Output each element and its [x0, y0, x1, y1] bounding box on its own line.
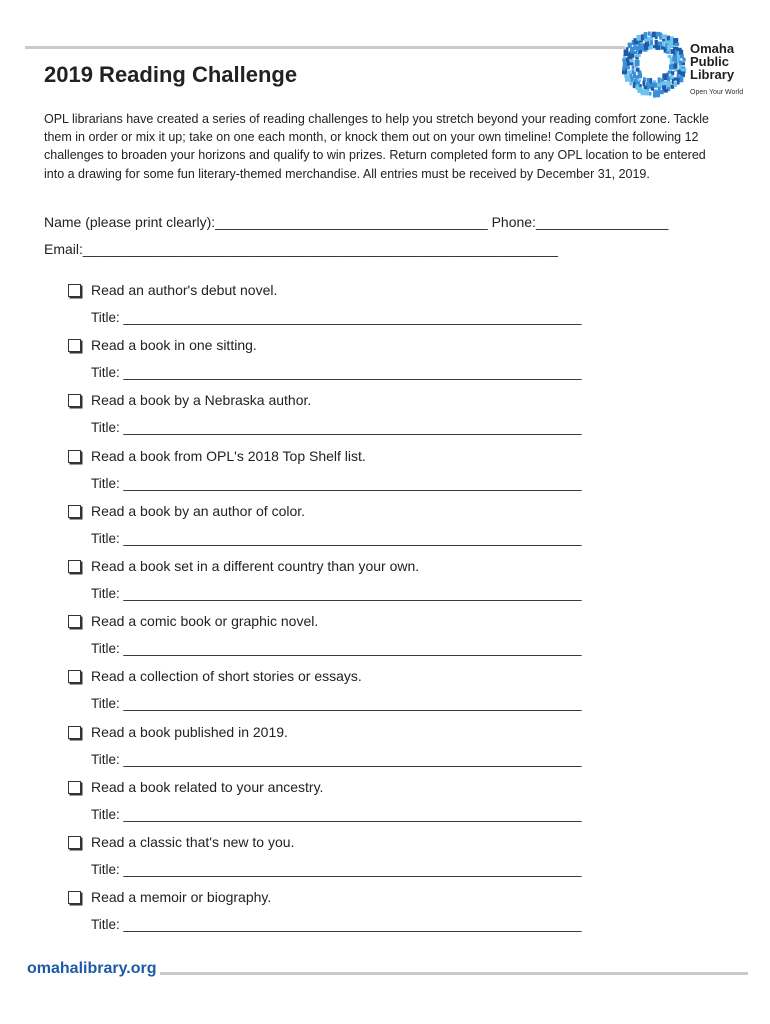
logo-pixel [641, 34, 644, 40]
checkbox[interactable] [68, 781, 81, 794]
logo-pixel [623, 62, 627, 68]
checkbox[interactable] [68, 505, 81, 518]
title-field[interactable]: Title: _____________________________________________________________ [91, 530, 582, 546]
logo-pixel [658, 41, 662, 45]
checkbox[interactable] [68, 670, 81, 683]
logo-pixel [662, 34, 667, 39]
title-field[interactable]: Title: _____________________________________________________________ [91, 310, 582, 325]
challenge-label: Read an author's debut novel. [91, 282, 278, 298]
bottom-divider [160, 972, 748, 975]
logo-pixel [671, 71, 674, 75]
checkbox[interactable] [68, 284, 81, 297]
intro-paragraph: OPL librarians have created a series of reading challenges to help you stretch beyond your reading comfort zone. Tackle them in order or mix it up; take on one each month, or knock them out on your own timeline! Complete the following 12 challenges to broaden your horizons and qualify to win prizes. Return completed form to any OPL location to be entered into a drawing for some fun literary-themed merchandise. All entries must be received by December 31, 2019. [44, 112, 709, 181]
challenge-label: Read a book published in 2019. [91, 723, 288, 740]
logo-pixel [647, 78, 650, 83]
logo-pixel [682, 62, 685, 65]
title-field[interactable]: Title: _____________________________________________________________ [91, 420, 582, 436]
title-field[interactable]: Title: _____________________________________________________________ [91, 751, 582, 767]
name-phone-field[interactable]: Name (please print clearly):___________________________________ Phone:_________________ [44, 214, 669, 230]
page-title: 2019 Reading Challenge [44, 62, 298, 87]
logo-pixel [655, 40, 658, 45]
logo-pixel [680, 54, 684, 58]
challenge-label: Read a book by an author of color. [91, 502, 306, 519]
checkbox[interactable] [68, 891, 81, 904]
logo-pixel [631, 70, 634, 74]
logo-name-line: Omaha [690, 41, 735, 56]
library-logo [620, 30, 760, 100]
title-field[interactable]: Title: _____________________________________________________________ [91, 641, 582, 657]
logo-pixel [677, 78, 680, 85]
checkbox[interactable] [68, 339, 81, 352]
checkbox[interactable] [68, 615, 81, 628]
logo-pixel [682, 58, 685, 62]
logo-pixel [645, 90, 650, 96]
logo-pixel [626, 70, 631, 74]
checkbox[interactable] [68, 450, 81, 463]
challenge-label: Read a classic that's new to you. [91, 833, 295, 850]
logo-pixel [629, 82, 632, 86]
challenge-label: Read a comic book or graphic novel. [91, 613, 319, 630]
challenge-label: Read a collection of short stories or essays. [91, 668, 362, 685]
top-divider [25, 46, 625, 49]
title-field[interactable]: Title: _____________________________________________________________ [91, 917, 582, 933]
logo-pixel [653, 91, 656, 98]
logo-pixel [632, 66, 635, 70]
logo-ring-icon [620, 30, 688, 98]
logo-pixel [652, 32, 657, 38]
logo-pixel [636, 35, 641, 41]
logo-pixel [669, 64, 674, 69]
logo-pixel [635, 60, 640, 66]
logo-pixel [628, 43, 632, 49]
logo-pixel [636, 84, 639, 90]
title-field[interactable]: Title: _____________________________________________________________ [91, 475, 582, 491]
logo-pixel [674, 82, 678, 87]
logo-pixel [662, 42, 665, 47]
logo-tagline: Open Your World [690, 89, 744, 96]
logo-pixel [633, 82, 636, 88]
logo-pixel [651, 87, 654, 90]
challenge-label: Read a book related to your ancestry. [91, 778, 324, 795]
logo-pixel [679, 50, 683, 55]
logo-wordmark [690, 42, 750, 81]
footer-website-link[interactable]: omahalibrary.org [27, 960, 157, 977]
logo-name-line: Public [690, 54, 730, 69]
title-field[interactable]: Title: _____________________________________________________________ [91, 861, 582, 877]
logo-name-line: Library [690, 67, 735, 82]
checkbox[interactable] [68, 560, 81, 573]
checkbox[interactable] [68, 394, 81, 407]
logo-pixel [648, 32, 651, 36]
challenge-label: Read a book from OPL's 2018 Top Shelf list. [91, 447, 366, 464]
logo-pixel [670, 36, 674, 43]
logo-pixel [663, 89, 668, 93]
challenge-label: Read a memoir or biography. [91, 889, 272, 906]
logo-pixel [642, 81, 645, 87]
logo-pixel [674, 43, 679, 46]
title-field[interactable]: Title: _____________________________________________________________ [91, 365, 582, 381]
logo-pixel [644, 86, 648, 89]
challenge-label: Read a book by a Nebraska author. [91, 392, 312, 409]
title-field[interactable]: Title: _____________________________________________________________ [91, 696, 582, 712]
checkbox[interactable] [68, 836, 81, 849]
checkbox[interactable] [68, 726, 81, 739]
email-field[interactable]: Email:_____________________________________________________________ [44, 241, 558, 257]
title-field[interactable]: Title: _____________________________________________________________ [91, 585, 582, 601]
logo-pixel [673, 63, 677, 68]
logo-pixel [667, 36, 670, 41]
logo-pixel [626, 47, 629, 53]
challenge-label: Read a book in one sitting. [91, 337, 257, 354]
title-field[interactable]: Title: _____________________________________________________________ [91, 806, 582, 822]
challenge-label: Read a book set in a different country than your own. [91, 557, 420, 574]
logo-pixel [624, 74, 629, 77]
logo-pixel [644, 32, 648, 38]
